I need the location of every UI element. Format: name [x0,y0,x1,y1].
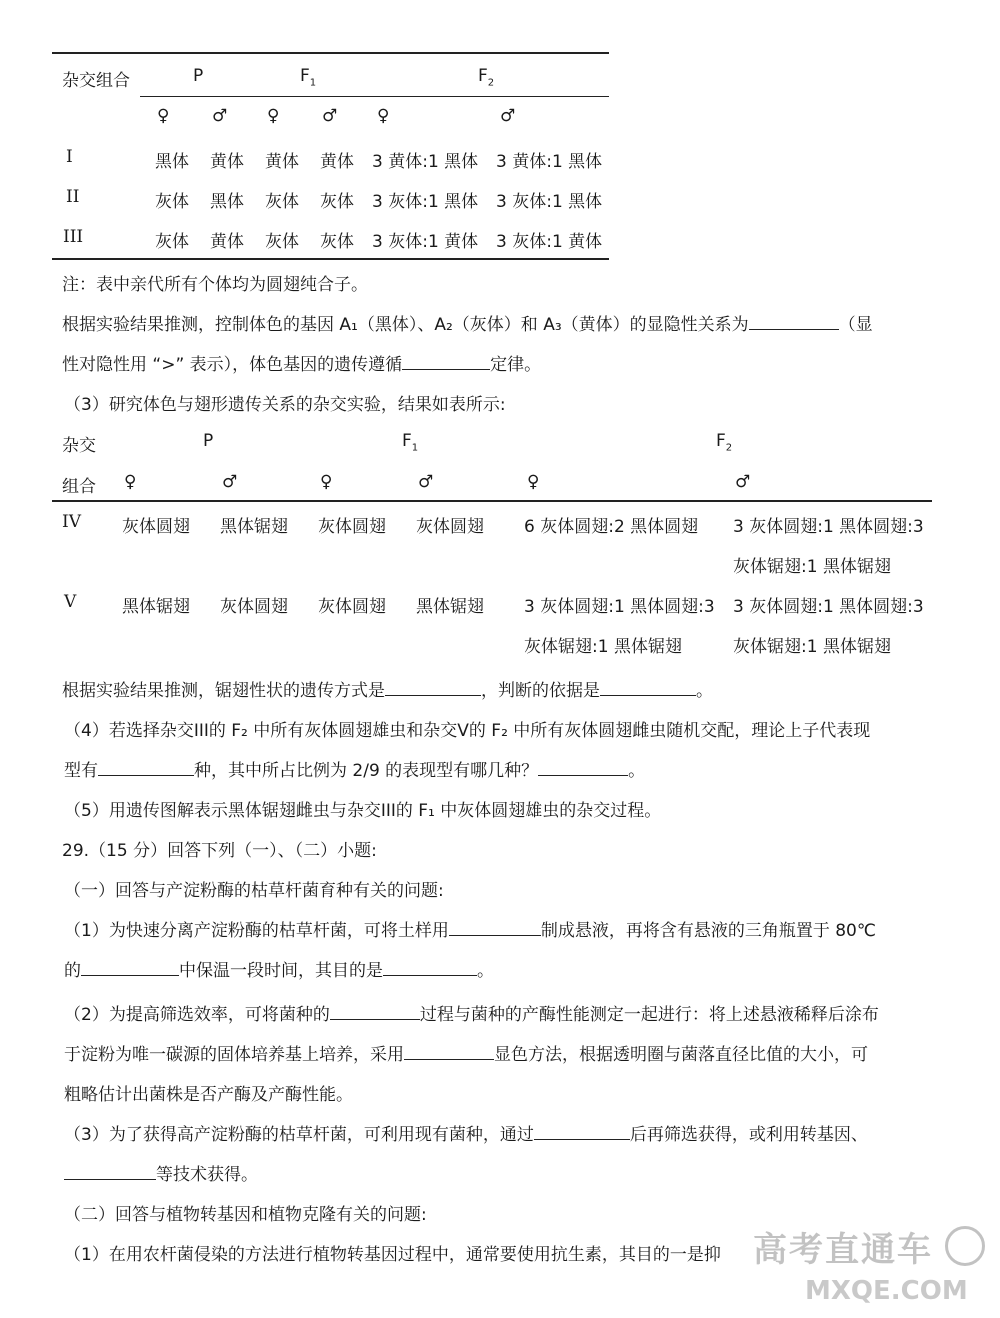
table1-cell: 3 黄体:1 黑体 [496,152,603,172]
table2-header-f2: $F_2$ [716,431,733,454]
part1-q1-text: （1）为快速分离产淀粉酶的枯草杆菌，可将土样用 制成悬液，再将含有悬液的三角瓶置于 80℃ [64,921,876,941]
table2-header-f1: $F_1$ [402,431,419,454]
table2-cell: 黑体锯翅 [220,517,288,537]
answer-blank[interactable] [81,974,179,976]
table2-sex-f2-male: ♂ [735,472,751,492]
question-5-text: （5）用遗传图解表示黑体锯翅雌虫与杂交III的 F₁ 中灰体圆翅雄虫的杂交过程。 [64,801,662,821]
table1-top-rule [52,52,609,54]
part2-q1-text: （1）在用农杆菌侵染的方法进行植物转基因过程中，通常要使用抗生素，其目的一是抑 [64,1245,721,1265]
table2-cell: 黑体锯翅 [416,597,484,617]
answer-blank[interactable] [600,694,696,696]
table1-header-f1: $F_1$ [300,66,317,89]
answer-blank[interactable] [98,774,194,776]
table1-cell: 黄体 [265,152,299,172]
table1-cell: 3 灰体:1 黄体 [496,232,603,252]
answer-blank[interactable] [402,368,490,370]
answer-blank[interactable] [534,1138,630,1140]
part1-q3-text-cont: 等技术获得。 [64,1160,258,1185]
table1-bottom-rule [52,258,609,260]
question-4-text-cont: 型有 种，其中所占比例为 2/9 的表现型有哪几种？ 。 [64,761,646,781]
table2-cell: 3 灰体圆翅:1 黑体圆翅:3 [733,517,924,537]
answer-blank[interactable] [383,974,477,976]
table2-header-p: P [203,431,214,451]
table1-cell: 灰体 [155,192,189,212]
table1-cell: 3 灰体:1 黑体 [372,192,479,212]
question-2-text-cont: 性对隐性用 “>” 表示），体色基因的遗传遵循 定律。 [62,355,542,375]
table1-note: 注：表中亲代所有个体均为圆翅纯合子。 [62,275,368,295]
answer-blank[interactable] [749,328,839,330]
table2-sex-p-male: ♂ [222,472,238,492]
answer-blank[interactable] [330,1018,420,1020]
table1-cell: 黑体 [210,192,244,212]
answer-blank[interactable] [385,694,481,696]
table1-cell: 灰体 [265,232,299,252]
table2-cell: 灰体锯翅:1 黑体锯翅 [524,637,682,657]
table1-cell: 黄体 [320,152,354,172]
part1-q2-text: （2）为提高筛选效率，可将菌种的 过程与菌种的产酶性能测定一起进行：将上述悬液稀释后涂布 [64,1005,879,1025]
table1-cell: 黑体 [155,152,189,172]
table1-sex-p-female: ♀ [157,106,170,126]
watermark-badge-icon [945,1226,985,1266]
question-2-text: 根据实验结果推测，控制体色的基因 A₁（黑体）、A₂（灰体）和 A₃（黄体）的显隐性关系为 （显 [62,315,873,335]
table2-row-id: IV [62,512,81,532]
answer-blank[interactable] [449,934,541,936]
question-3-answer-text: 根据实验结果推测，锯翅性状的遗传方式是 ，判断的依据是 。 [62,681,713,701]
table1-cell: 灰体 [155,232,189,252]
table1-sex-f2-female: ♀ [377,106,390,126]
table2-cell: 灰体锯翅:1 黑体锯翅 [733,557,891,577]
table2-header-cross: 杂交 [62,436,96,456]
watermark-logo [745,1218,995,1314]
table1-sex-f1-male: ♂ [322,106,338,126]
table1-row-id: II [66,187,80,207]
answer-blank[interactable] [404,1058,494,1060]
table2-header-combo: 组合 [62,477,96,497]
part1-q2-text-cont: 于淀粉为唯一碳源的固体培养基上培养，采用 显色方法，根据透明圈与菌落直径比值的大小，可 [64,1045,868,1065]
table2-cell: 灰体圆翅 [122,517,190,537]
table1-cell: 灰体 [320,232,354,252]
table1-sex-p-male: ♂ [212,106,228,126]
table2-header-rule [52,500,932,502]
table1-cell: 3 灰体:1 黑体 [496,192,603,212]
table1-header-rule [140,96,609,97]
table2-cell: 3 灰体圆翅:1 黑体圆翅:3 [733,597,924,617]
table1-cell: 3 灰体:1 黄体 [372,232,479,252]
part1-q3-text: （3）为了获得高产淀粉酶的枯草杆菌，可利用现有菌种，通过 后再筛选获得，或利用转基因、 [64,1125,868,1145]
table1-header-group: 杂交组合 [62,71,130,91]
table2-cell: 灰体圆翅 [416,517,484,537]
table1-header-p: P [193,66,204,86]
table1-sex-f1-female: ♀ [267,106,280,126]
table1-cell: 灰体 [320,192,354,212]
part1-q2-text-end: 粗略估计出菌株是否产酶及产酶性能。 [64,1085,353,1105]
answer-blank[interactable] [538,774,628,776]
table1-cell: 黄体 [210,152,244,172]
table1-row-id: III [63,227,84,247]
table1-row-id: I [66,147,73,167]
question-4-text: （4）若选择杂交III的 F₂ 中所有灰体圆翅雄虫和杂交V的 F₂ 中所有灰体圆翅雌虫随机交配，理论上子代表现 [64,721,871,741]
table2-sex-f1-male: ♂ [418,472,434,492]
answer-blank[interactable] [64,1178,156,1180]
table1-cell: 黄体 [210,232,244,252]
table1-cell: 灰体 [265,192,299,212]
table2-sex-f1-female: ♀ [320,472,333,492]
table2-cell: 灰体圆翅 [318,597,386,617]
table2-cell: 灰体圆翅 [318,517,386,537]
table2-cell: 灰体锯翅:1 黑体锯翅 [733,637,891,657]
table1-header-f2: $F_2$ [478,66,495,89]
question-3-text: （3）研究体色与翅形遗传关系的杂交实验，结果如表所示: [64,395,506,415]
table2-sex-p-female: ♀ [124,472,137,492]
part-2-title: （二）回答与植物转基因和植物克隆有关的问题: [64,1205,427,1225]
part-1-title: （一）回答与产淀粉酶的枯草杆菌育种有关的问题: [64,881,444,901]
part1-q1-text-cont: 的 中保温一段时间，其目的是 。 [64,961,494,981]
table2-sex-f2-female: ♀ [527,472,540,492]
table1-cell: 3 黄体:1 黑体 [372,152,479,172]
table2-cell: 6 灰体圆翅:2 黑体圆翅 [524,517,699,537]
table2-cell: 黑体锯翅 [122,597,190,617]
watermark-url: MXQE.COM [805,1276,968,1306]
table2-row-id: V [64,592,77,612]
table2-cell: 灰体圆翅 [220,597,288,617]
table2-cell: 3 灰体圆翅:1 黑体圆翅:3 [524,597,715,617]
watermark-title: 高考直通车 [753,1230,933,1270]
table1-sex-f2-male: ♂ [500,106,516,126]
question-29-title: 29.（15 分）回答下列（一）、（二）小题: [62,841,377,861]
